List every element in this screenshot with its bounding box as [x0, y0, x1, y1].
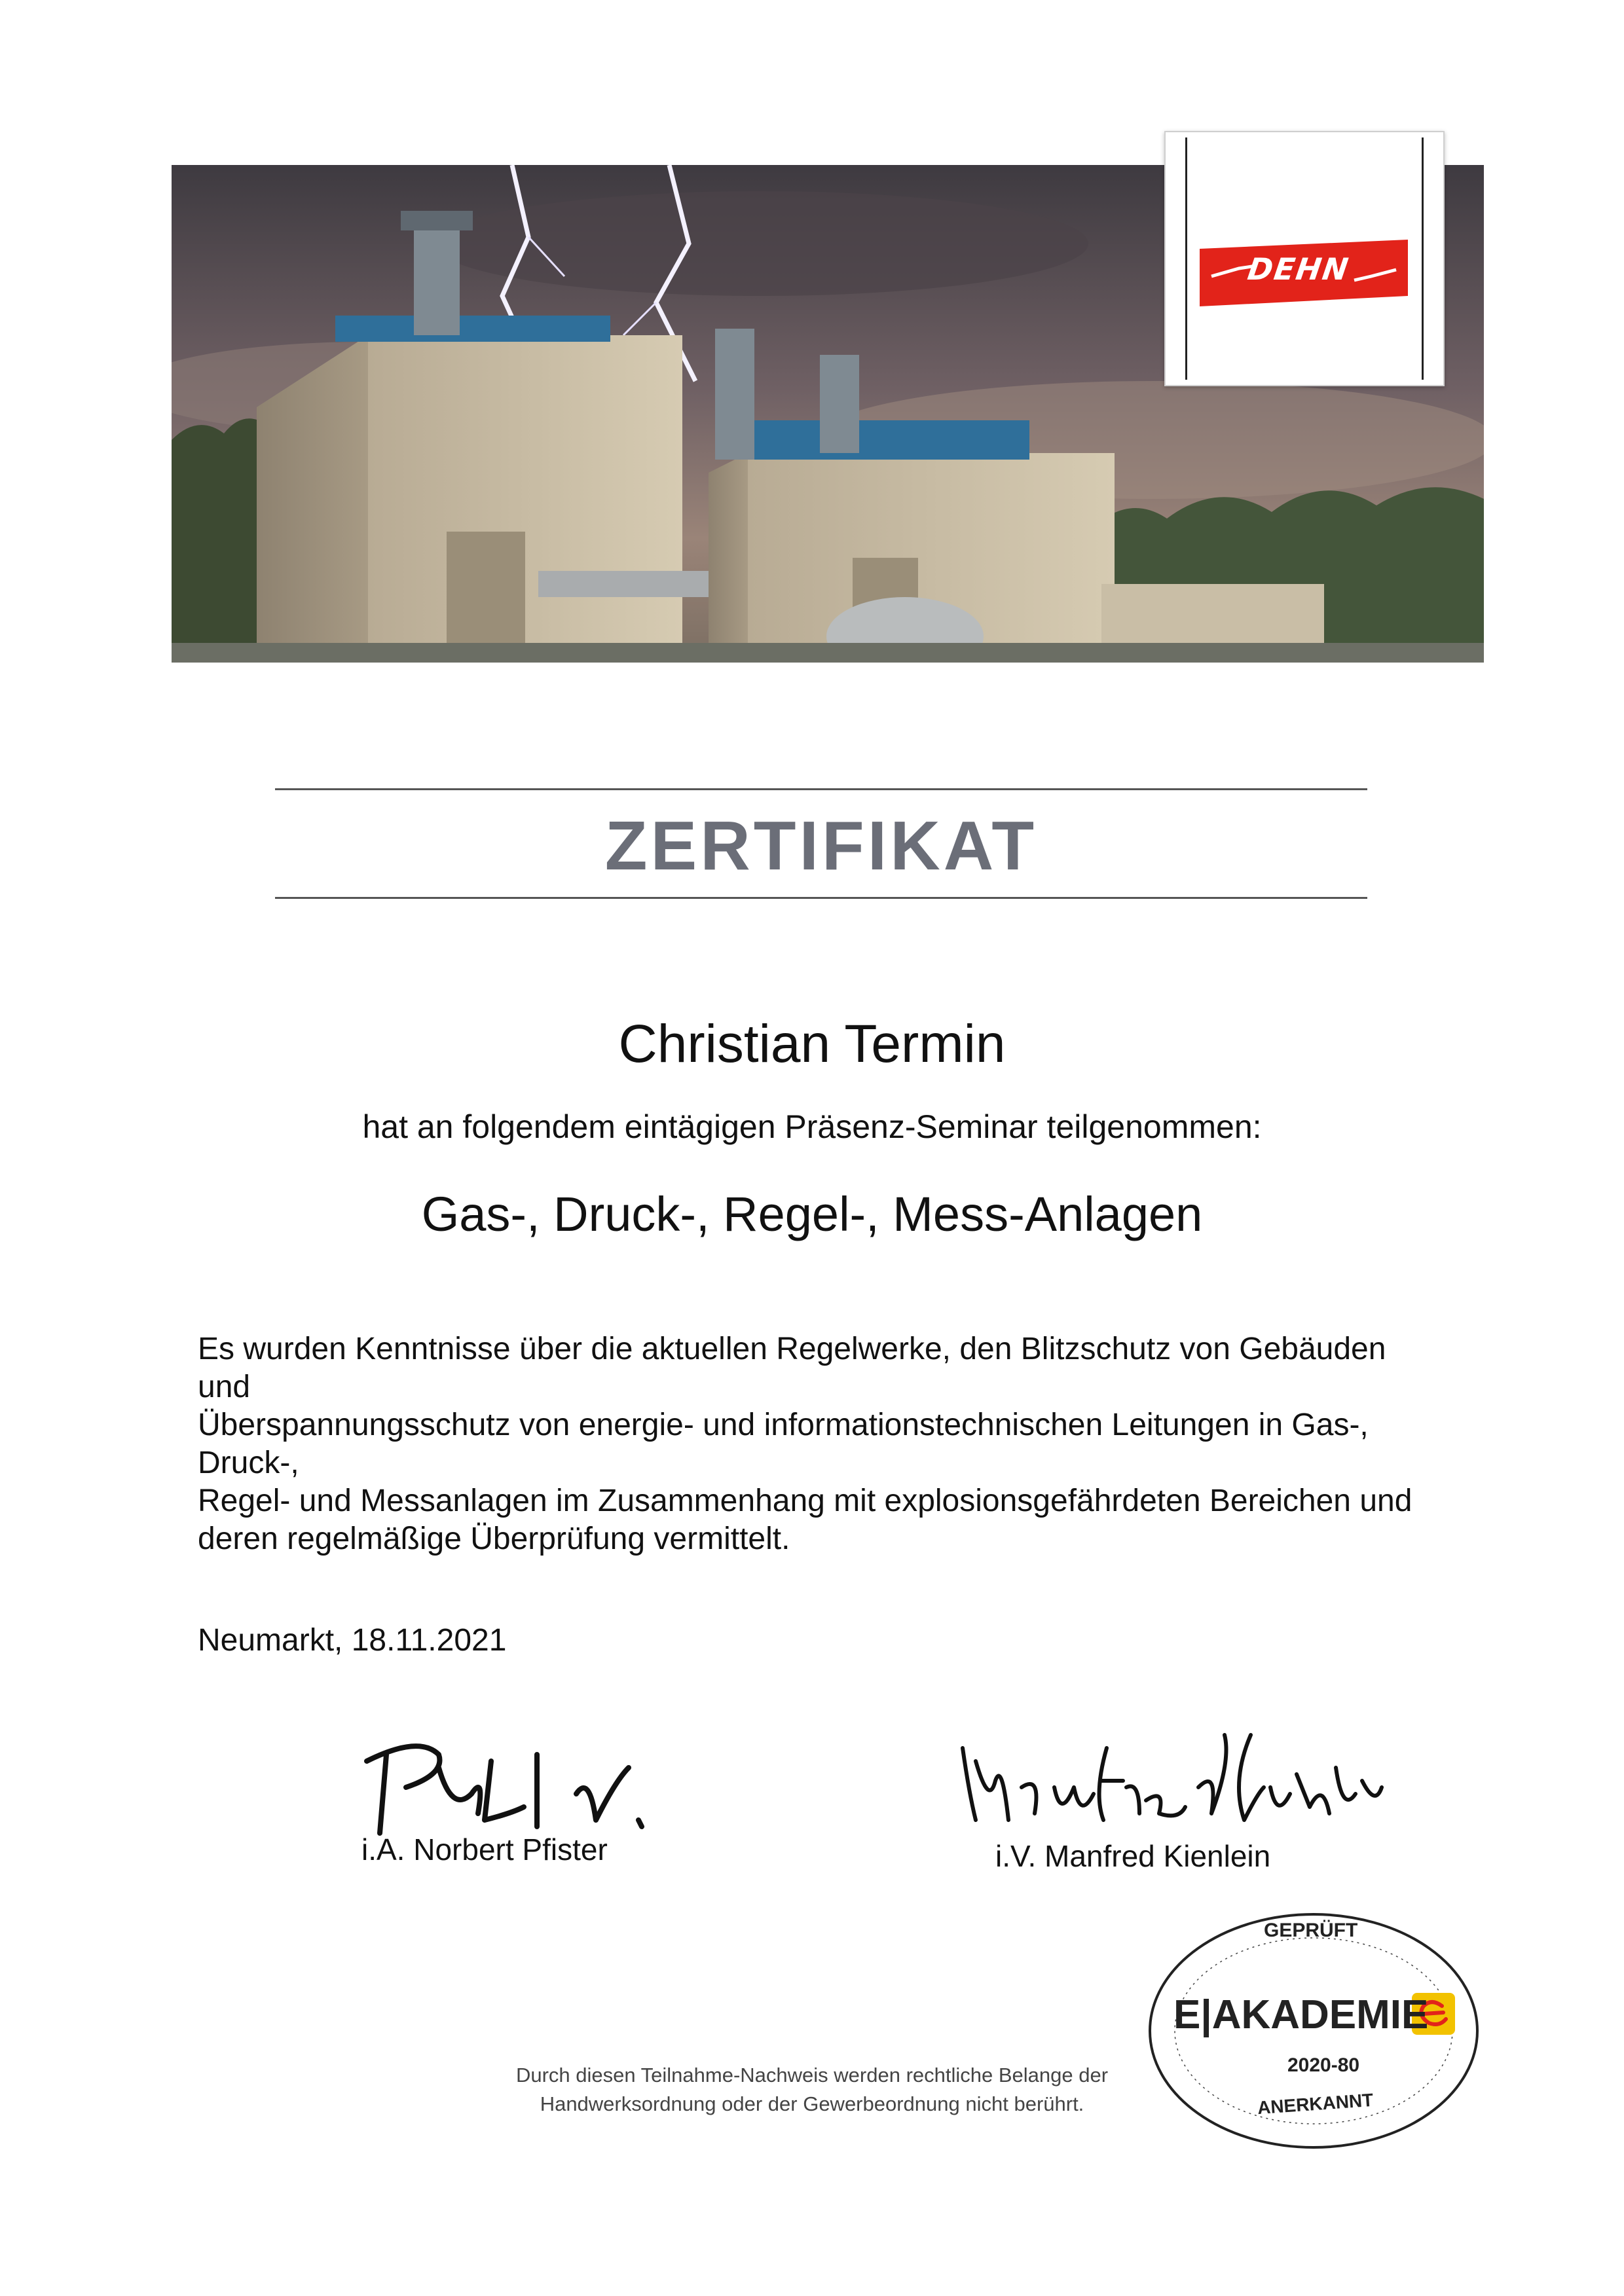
logo-card-right-line — [1422, 137, 1424, 380]
certificate-title: ZERTIFIKAT — [604, 807, 1038, 884]
seal-bottom-text: ANERKANNT — [1257, 2089, 1375, 2119]
legal-disclaimer — [458, 2061, 1166, 2119]
seal-top-text: GEPRÜFT — [1264, 1920, 1358, 1941]
title-bottom-rule — [275, 897, 1367, 899]
description-line: Es wurden Kenntnisse über die aktuellen Regelwerke, den Blitzschutz von Gebäuden und — [198, 1332, 1386, 1404]
seal-main-text: E|AKADEMIE — [1173, 1992, 1429, 2037]
seal-code-text: 2020-80 — [1287, 2054, 1360, 2076]
signature-label-kienlein: i.V. Manfred Kienlein — [995, 1839, 1271, 1873]
description-line: Überspannungsschutz von energie- und informationstechnischen Leitungen in Gas-, Druck-, — [198, 1408, 1369, 1480]
seminar-title: Gas-, Druck-, Regel-, Mess-Anlagen — [421, 1187, 1203, 1241]
place-and-date: Neumarkt, 18.11.2021 — [198, 1623, 507, 1658]
participation-statement: hat an folgendem eintägigen Präsenz-Seminar teilgenommen: — [362, 1108, 1262, 1145]
title-top-rule — [275, 788, 1367, 790]
company-logo-card — [1164, 131, 1445, 386]
signature-kienlein — [943, 1709, 1388, 1853]
course-description — [198, 1330, 1442, 1558]
disclaimer-line: Handwerksordnung oder der Gewerbeordnung nicht berührt. — [540, 2092, 1084, 2115]
disclaimer-line: Durch diesen Teilnahme-Nachweis werden rechtliche Belange der — [515, 2064, 1109, 2086]
logo-card-left-line — [1185, 137, 1187, 380]
recipient-name: Christian Termin — [618, 1014, 1006, 1074]
signature-label-pfister: i.A. Norbert Pfister — [361, 1832, 608, 1867]
company-logo-text: DEHN — [1245, 251, 1352, 287]
signature-pfister — [341, 1715, 655, 1846]
description-line: Regel- und Messanlagen im Zusammenhang mit explosionsgefährdeten Bereichen und — [198, 1484, 1412, 1518]
description-line: deren regelmäßige Überprüfung vermittelt. — [198, 1522, 790, 1556]
